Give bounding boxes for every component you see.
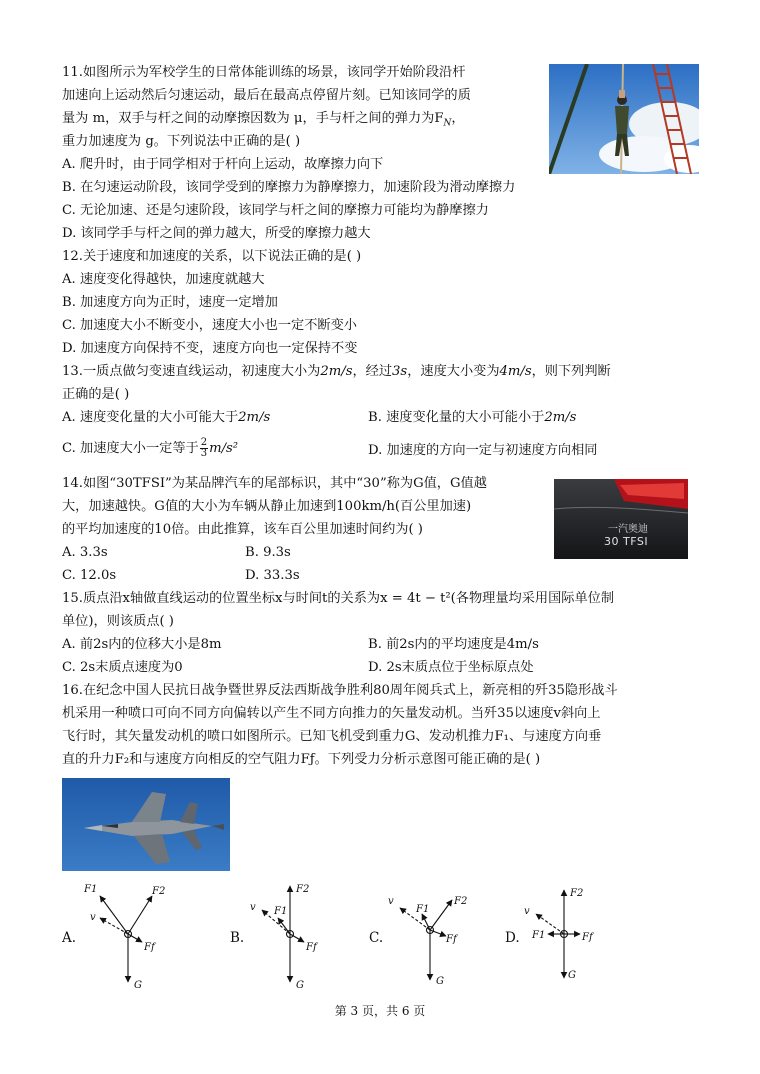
q16-line-4: 直的升力F₂和与速度方向相反的空气阻力Fƒ。下列受力分析示意图可能正确的是( ) xyxy=(62,752,541,767)
q13-option-c xyxy=(62,438,238,459)
q13-option-c-text: C. 加速度大小一定等于 xyxy=(62,441,199,456)
q14-car-badge-photo xyxy=(554,479,688,559)
svg-text:v xyxy=(250,902,256,913)
svg-text:v xyxy=(388,896,394,907)
label-f2-d: F2 xyxy=(570,888,584,899)
q14-line-1: 14.如图“30TFSI”为某品牌汽车的尾部标识，其中“30”称为G值，G值越 xyxy=(62,476,487,491)
q11-option-c: C. 无论加速、还是匀速阶段，该同学与杆之间的摩擦力可能均为静摩擦力 xyxy=(62,203,489,218)
q13-text-d: ，则下列判断 xyxy=(531,364,611,379)
q16-diagram-label-b: B. xyxy=(230,930,245,946)
q16-line-1: 16.在纪念中国人民抗日战争暨世界反法西斯战争胜利80周年阅兵式上，新亮相的歼35隐形战斗 xyxy=(62,683,618,698)
q13-option-d: D. 加速度的方向一定与初速度方向相同 xyxy=(368,443,598,458)
svg-text:F2 xyxy=(569,888,583,899)
label-v-b: v xyxy=(250,902,256,913)
q13-initial-velocity: 2m/s xyxy=(320,364,353,379)
svg-text:F2 xyxy=(453,896,467,907)
label-v-c: v xyxy=(388,896,394,907)
label-f1-c: F1 xyxy=(416,904,430,915)
label-ff-c: Ff xyxy=(446,934,457,945)
svg-text:G xyxy=(296,980,304,991)
q16-diagram-label-d: D. xyxy=(505,930,520,946)
q12-option-a: A. 速度变化得越快，加速度就越大 xyxy=(62,272,265,287)
q11-climbing-photo xyxy=(549,64,699,174)
q14-option-d: D. 33.3s xyxy=(245,568,300,583)
label-f1-d: F1 xyxy=(532,930,546,941)
svg-text:F2 xyxy=(295,884,309,895)
svg-text:F1 xyxy=(531,930,545,941)
q13-option-c-unit: m/s² xyxy=(209,441,239,456)
q12-option-b: B. 加速度方向为正时，速度一定增加 xyxy=(62,295,278,310)
q14-option-a: A. 3.3s xyxy=(62,545,108,560)
q16-line-3: 飞行时，其矢量发动机的喷口如图所示。已知飞机受到重力G、发动机推力F₁、与速度方向垂 xyxy=(62,729,602,744)
label-g-d: G xyxy=(568,970,576,981)
svg-text:v xyxy=(524,906,530,917)
q13-line-2: 正确的是( ) xyxy=(62,387,130,402)
label-ff-d: Ff xyxy=(582,932,593,943)
label-f2-b: F2 xyxy=(296,884,310,895)
q15-option-d: D. 2s末质点位于坐标原点处 xyxy=(368,660,534,675)
q11-line-1: 11.如图所示为军校学生的日常体能训练的场景，该同学开始阶段沿杆 xyxy=(62,65,466,80)
q16-line-2: 机采用一种喷口可向不同方向偏转以产生不同方向推力的矢量发动机。当歼35以速度v斜向上 xyxy=(62,706,601,721)
svg-text:F1 xyxy=(415,904,429,915)
label-f2-a: F2 xyxy=(152,886,166,897)
q16-diagram-label-a: A. xyxy=(62,930,77,946)
label-ff-a: Ff xyxy=(144,942,155,953)
svg-text:Ff xyxy=(143,942,157,953)
q13-final-velocity: 4m/s xyxy=(499,364,532,379)
q15-option-c: C. 2s末质点速度为0 xyxy=(62,660,183,675)
q14-badge-chinese: 一汽奥迪 xyxy=(608,524,648,535)
q11-option-d: D. 该同学手与杆之间的弹力越大，所受的摩擦力越大 xyxy=(62,226,371,241)
q12-option-c: C. 加速度大小不断变小，速度大小也一定不断变小 xyxy=(62,318,357,333)
q12-stem: 12.关于速度和加速度的关系，以下说法正确的是( ) xyxy=(62,249,362,264)
q11-option-a: A. 爬升时，由于同学相对于杆向上运动，故摩擦力向下 xyxy=(62,157,384,172)
q13-line-1 xyxy=(62,362,611,382)
q11-fn-tail: ， xyxy=(451,111,465,126)
q13-time: 3s xyxy=(392,364,408,379)
q13-fraction xyxy=(200,438,208,459)
q14-badge-model: 30 TFSI xyxy=(604,535,649,548)
q11-option-b: B. 在匀速运动阶段，该同学受到的摩擦力为静摩擦力，加速阶段为滑动摩擦力 xyxy=(62,180,516,195)
page-footer: 第 3 页，共 6 页 xyxy=(334,1004,426,1018)
q13-option-a-text: A. 速度变化量的大小可能大于 xyxy=(62,410,239,425)
q14-option-c: C. 12.0s xyxy=(62,568,117,583)
q12-option-d: D. 加速度方向保持不变，速度方向也一定保持不变 xyxy=(62,341,358,356)
q13-fraction-numerator: 2 xyxy=(200,437,208,448)
label-ff-b: Ff xyxy=(306,942,317,953)
svg-text:F1 xyxy=(273,906,287,917)
q11-fn-subscript: N xyxy=(443,118,452,129)
q11-line-2: 加速向上运动然后匀速运动，最后在最高点停留片刻。已知该同学的质 xyxy=(62,88,471,103)
svg-text:G xyxy=(134,980,142,991)
q11-line-4: 重力加速度为 g。下列说法中正确的是( ) xyxy=(62,134,301,149)
q13-text-b: ，经过 xyxy=(352,364,393,379)
q14-line-2: 大，加速越快。G值的大小为车辆从静止加速到100km/h(百公里加速) xyxy=(62,499,472,514)
q13-text-c: ，速度大小变为 xyxy=(407,364,500,379)
label-f1-a: F1 xyxy=(84,884,98,895)
q16-diagram-label-c: C. xyxy=(369,930,384,946)
q11-line-3-text: 量为 m，双手与杆之间的动摩擦因数为 μ，手与杆之间的弹力为F xyxy=(62,111,444,126)
q16-force-diagram-c xyxy=(378,878,488,994)
svg-text:F2 xyxy=(151,886,165,897)
q13-text-a: 13.一质点做匀变速直线运动，初速度大小为 xyxy=(62,364,321,379)
label-f1-b: F1 xyxy=(274,906,288,917)
label-v-a: v xyxy=(90,912,96,923)
label-f2-c: F2 xyxy=(454,896,468,907)
q16-fighter-jet-photo xyxy=(62,778,230,871)
q13-option-b-text: B. 速度变化量的大小可能小于 xyxy=(368,410,545,425)
label-g-b: G xyxy=(296,980,304,991)
svg-text:Ff xyxy=(581,932,595,943)
label-g-a: G xyxy=(134,980,142,991)
q14-line-3: 的平均加速度的10倍。由此推算，该车百公里加速时间约为( ) xyxy=(62,522,423,537)
svg-text:F1 xyxy=(83,884,97,895)
q15-line-1: 15.质点沿x轴做直线运动的位置坐标x与时间t的关系为x = 4t − t²(各物理量均采用国际单位制 xyxy=(62,591,615,606)
label-g-c: G xyxy=(436,976,444,987)
q13-option-a-value: 2m/s xyxy=(238,410,271,425)
q13-option-a xyxy=(62,408,270,428)
q16-force-diagram-d xyxy=(514,878,624,994)
q15-option-b: B. 前2s内的平均速度是4m/s xyxy=(368,637,539,652)
svg-text:v xyxy=(90,912,96,923)
q15-line-2: 单位)，则该质点( ) xyxy=(62,614,174,629)
q13-option-b xyxy=(368,408,576,428)
q14-option-b: B. 9.3s xyxy=(245,545,291,560)
q11-line-3 xyxy=(62,109,465,134)
q16-force-diagram-a xyxy=(76,878,186,994)
svg-text:Ff xyxy=(305,942,319,953)
q15-option-a: A. 前2s内的位移大小是8m xyxy=(62,637,222,652)
q16-force-diagram-b xyxy=(238,878,348,994)
svg-text:G xyxy=(568,970,576,981)
q13-fraction-denominator: 3 xyxy=(200,448,208,459)
label-v-d: v xyxy=(524,906,530,917)
svg-text:Ff xyxy=(445,934,459,945)
svg-text:G xyxy=(436,976,444,987)
q13-option-b-value: 2m/s xyxy=(544,410,577,425)
